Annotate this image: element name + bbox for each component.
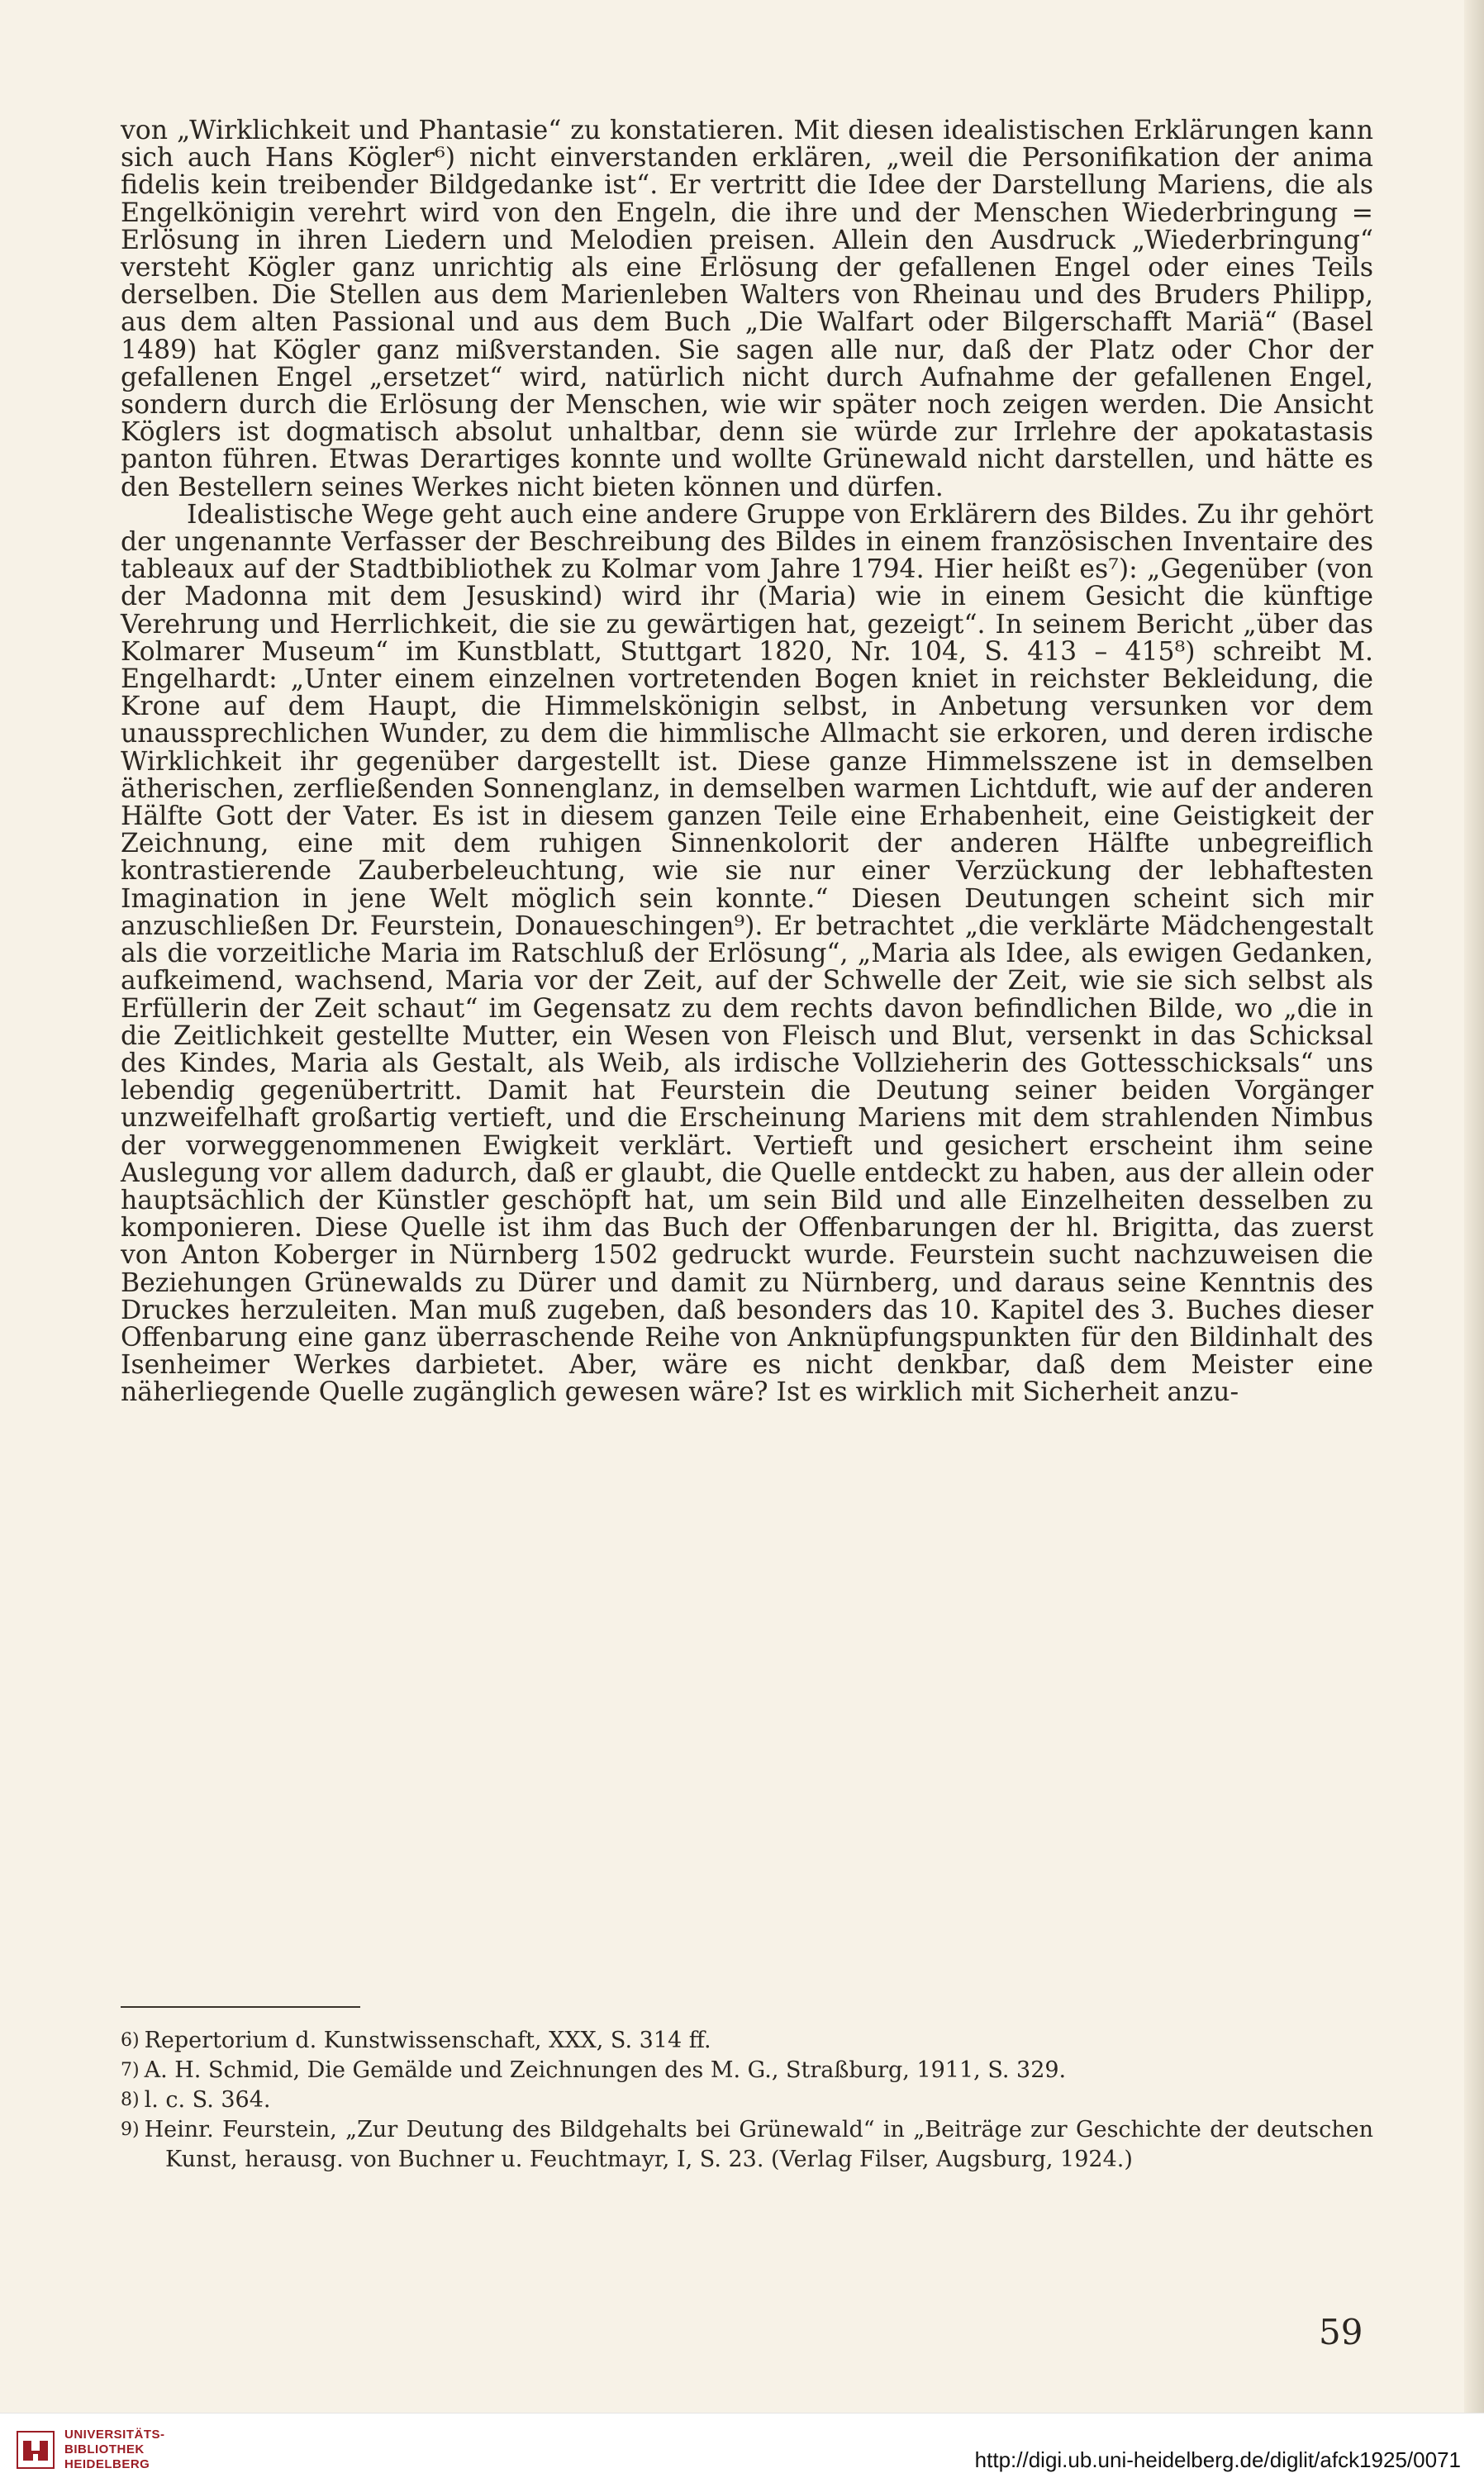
footnote-text: l. c. S. 364. bbox=[144, 2087, 271, 2113]
footnote-7 bbox=[121, 2056, 1373, 2085]
logo-line-3: HEIDELBERG bbox=[64, 2457, 150, 2471]
permalink-url[interactable]: http://digi.ub.uni-heidelberg.de/diglit/afck1925/0071 bbox=[974, 2447, 1461, 2472]
footnote-text: A. H. Schmid, Die Gemälde und Zeichnungen des M. G., Straßburg, 1911, S. 329. bbox=[144, 2057, 1067, 2083]
footnote-6 bbox=[121, 2026, 1373, 2056]
page-edge-shadow bbox=[1464, 0, 1484, 2413]
footnote-number: 8) bbox=[121, 2090, 140, 2110]
page-number: 59 bbox=[1319, 2312, 1363, 2352]
footnote-number: 7) bbox=[121, 2060, 140, 2081]
footnote-divider bbox=[121, 2006, 360, 2008]
footnote-number: 6) bbox=[121, 2030, 140, 2051]
logo-line-2: BIBLIOTHEK bbox=[64, 2442, 145, 2456]
footnote-text: Heinr. Feurstein, „Zur Deutung des Bildgehalts bei Grünewald“ in „Beiträge zur Geschichte der deutschen Kunst, herausg. von Buchner u. Feuchtmayr, I, S. 23. (Verlag Filser, Augsburg, 1924.) bbox=[144, 2117, 1373, 2172]
library-logo-text bbox=[64, 2428, 165, 2472]
footnote-8 bbox=[121, 2085, 1373, 2115]
body-paragraph-2: Idealistische Wege geht auch eine andere Gruppe von Erklärern des Bildes. Zu ihr gehört der ungenannte Verfasser der Beschreibung des Bildes in einem französischen Inventaire des tableaux auf der Stadtbibliothek zu Kolmar vom Jahre 1794. Hier heißt es⁷): „Gegenüber (von der Madonna mit dem Jesuskind) wird ihr (Maria) wie in einem Gesicht die künftige Verehrung und Herrlichkeit, die sie zu gewärtigen hat, gezeigt“. In seinem Bericht „über das Kolmarer Museum“ im Kunstblatt, Stuttgart 1820, Nr. 104, S. 413 – 415⁸) schreibt M. Engelhardt: „Unter einem einzelnen vortretenden Bogen kniet in reichster Bekleidung, die Krone auf dem Haupt, die Himmelskönigin selbst, in Anbetung versunken vor dem unaussprechlichen Wunder, zu dem die himmlische Allmacht sie erkoren, und deren irdische Wirklichkeit ihr gegenüber dargestellt ist. Diese ganze Himmelsszene ist in demselben ätherischen, zerfließenden Sonnenglanz, in demselben warmen Lichtduft, wie auf der anderen Hälfte Gott der Vater. Es ist in diesem ganzen Teile eine Erhabenheit, eine Geistigkeit der Zeichnung, eine mit dem ruhigen Sinnenkolorit der anderen Hälfte unbegreiflich kontrastierende Zauberbeleuchtung, wie sie nur einer Verzückung der lebhaftesten Imagination in jene Welt möglich sein konnte.“ Diesen Deutungen scheint sich mir anzuschließen Dr. Feurstein, Donaueschingen⁹). Er betrachtet „die verklärte Mädchengestalt als die vorzeitliche Maria im Ratschluß der Erlösung“, „Maria als Idee, als ewigen Gedanken, aufkeimend, wachsend, Maria vor der Zeit, auf der Schwelle der Zeit, wie sie sich selbst als Erfüllerin der Zeit schaut“ im Gegensatz zu dem rechts davon befindlichen Bilde, wo „die in die Zeitlichkeit gestellte Mutter, ein Wesen von Fleisch und Blut, versenkt in das Schicksal des Kindes, Maria als Gestalt, als Weib, als irdische Vollzieherin des Gottesschicksals“ uns lebendig gegenübertritt. Damit hat Feurstein die Deutung seiner beiden Vorgänger unzweifelhaft großartig vertieft, und die Erscheinung Mariens mit dem strahlenden Nimbus der vorweggenommenen Ewigkeit verklärt. Vertieft und gesichert erscheint ihm seine Auslegung vor allem dadurch, daß er glaubt, die Quelle entdeckt zu haben, aus der allein oder hauptsächlich der Künstler geschöpft hat, um sein Bild und alle Einzelheiten desselben zu komponieren. Diese Quelle ist ihm das Buch der Offenbarungen der hl. Brigitta, das zuerst von Anton Koberger in Nürnberg 1502 gedruckt wurde. Feurstein sucht nachzuweisen die Beziehungen Grünewalds zu Dürer und damit zu Nürnberg, und daraus seine Kenntnis des Druckes herzuleiten. Man muß zugeben, daß besonders das 10. Kapitel des 3. Buches dieser Offenbarung eine ganz überraschende Reihe von Anknüpfungspunkten für den Bildinhalt des Isenheimer Werkes darbietet. Aber, wäre es nicht denkbar, daß dem Meister eine näherliegende Quelle zugänglich gewesen wäre? Ist es wirklich mit Sicherheit anzu- bbox=[121, 499, 1373, 1408]
logo-line-1: UNIVERSITÄTS- bbox=[64, 2428, 165, 2442]
footnote-text: Repertorium d. Kunstwissenschaft, XXX, S. 314 ff. bbox=[144, 2028, 711, 2053]
body-paragraph-1: von „Wirklichkeit und Phantasie“ zu konstatieren. Mit diesen idealistischen Erklärungen kann sich auch Hans Kögler⁶) nicht einverstanden erklären, „weil die Personifikation der anima fidelis kein treibender Bildgedanke ist“. Er vertritt die Idee der Darstellung Mariens, die als Engelkönigin verehrt wird von den Engeln, die ihre und der Menschen Wiederbringung = Erlösung in ihren Liedern und Melodien preisen. Allein den Ausdruck „Wiederbringung“ versteht Kögler ganz unrichtig als eine Erlösung der gefallenen Engel oder eines Teils derselben. Die Stellen aus dem Marienleben Walters von Rheinau und des Bruders Philipp, aus dem alten Passional und aus dem Buch „Die Walfart oder Bilgerschafft Mariä“ (Basel 1489) hat Kögler ganz mißverstanden. Sie sagen alle nur, daß der Platz oder Chor der gefallenen Engel „ersetzet“ wird, natürlich nicht durch Aufnahme der gefallenen Engel, sondern durch die Erlösung der Menschen, wie wir später noch zeigen werden. Die Ansicht Köglers ist dogmatisch absolut unhaltbar, denn sie würde zur Irrlehre der apokatastasis panton führen. Etwas Derartiges konnte und wollte Grünewald nicht darstellen, und hätte es den Bestellern seines Werkes nicht bieten können und dürfen. bbox=[121, 116, 1373, 502]
footnotes bbox=[121, 2026, 1373, 2175]
library-logo-icon bbox=[17, 2431, 55, 2469]
footnote-number: 9) bbox=[121, 2119, 140, 2140]
footnote-9 bbox=[121, 2115, 1373, 2175]
main-text bbox=[121, 117, 1373, 1407]
